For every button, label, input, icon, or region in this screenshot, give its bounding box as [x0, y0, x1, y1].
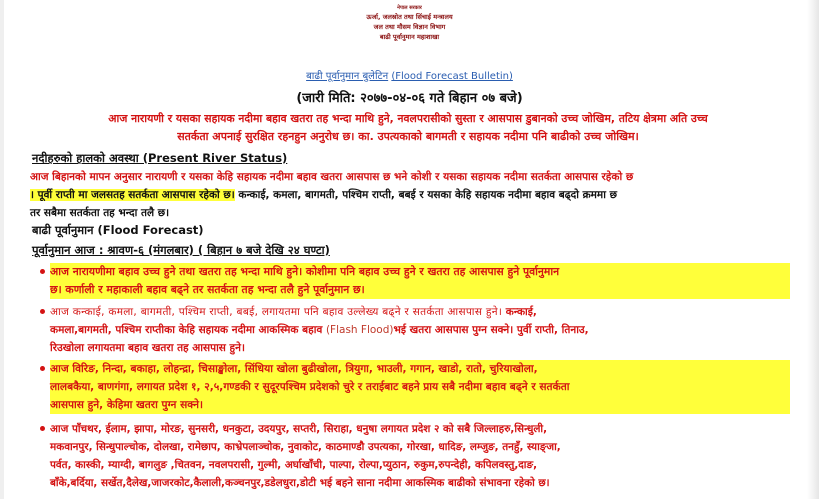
bullet-2-line-2a: कमला,बागमती, पश्चिम राप्तीका केहि सहायक नदीमा आकस्मिक बहाव [50, 324, 326, 336]
river-status-line-1: आज बिहानको मापन अनुसार नारायणी र यसका केहि सहायक नदीमा बहाव खतरा आसपास छ भने कोशी र यसका सहायक नदीमा सतर्कता आसपास रहेको छ [30, 171, 634, 183]
bullet-4-line-1: आज पाँचथर, ईलाम, झापा, मोरङ, सुनसरी, धनकुटा, उदयपुर, सप्तरी, सिराहा, धनुषा लगायत प्रदेश २ को सबै जिल्लाहरु,सिन्धुली, [50, 423, 548, 435]
bullet-4-line-2: मकवानपुर, सिन्धुपाल्चोक, दोलखा, रामेछाप, काभ्रेपलाञ्चोक, नुवाकोट, काठमाण्डौ उपत्यका, गोरखा, धादिङ, लम्जुङ, तनहुँ, स्याङ्जा, [50, 441, 561, 453]
flash-flood-term: (Flash Flood) [325, 324, 394, 336]
bullet-2-line-1b: कन्काई, [502, 306, 537, 318]
forecast-heading: बाढी पूर्वानुमान (Flood Forecast) [32, 223, 204, 237]
letterhead-division: बाढी पूर्वानुमान महाशाखा [379, 33, 440, 41]
forecast-today-heading: पूर्वानुमान आज : श्रावण-६ (मंगलबार) ( बिहान ७ बजे देखि २४ घण्टा) [32, 243, 330, 257]
warning-paragraph [26, 110, 790, 146]
bullet-dot [40, 309, 45, 314]
bullet-2-line-1a: आज कन्काई, कमला, बागमती, पश्चिम राप्ती, बबई, लगायतमा पनि बहाव उल्लेख्य बढ्ने र सतर्कता आसपास हुने। [50, 306, 503, 318]
bullet-2-line-3: रिउखोला लगायतमा बहाव खतरा तह आसपास हुने। [50, 342, 245, 354]
bullet-4-line-3: पर्वत, कास्की, म्याग्दी, बागलुङ ,चितवन, नवलपरासी, गुल्मी, अर्घाखाँची, पाल्पा, रोल्पा,प्युठान, रुकुम,रुपन्देही, कपिलवस्तु,दाङ, [50, 459, 538, 471]
issue-date: (जारी मिति: २०७७-०४-०६ गते बिहान ०७ बजे) [296, 91, 523, 106]
bullet-4-line-4: बाँके,बर्दिया, सर्खेत,दैलेख,जाजरकोट,कैलाली,कञ्चनपुर,डडेलधुरा,डोटी भई बहने साना नदीमा आकस्मिक बाढीको संभावना रहेको छ। [50, 477, 550, 489]
bullet-dot [40, 426, 45, 431]
river-status-line-2 [30, 186, 790, 204]
letterhead-department: जल तथा मौसम विज्ञान विभाग [373, 23, 446, 31]
warning-line-1: आज नारायणी र यसका सहायक नदीमा बहाव खतरा तह भन्दा माथि हुने, नवलपरासीको सुस्ता र आसपास डुबानको उच्च जोखिम, तटिय क्षेत्रमा अति उच्च [108, 112, 708, 125]
letterhead-government: नेपाल सरकार [397, 5, 422, 11]
river-status-heading: नदीहरुको हालको अवस्था (Present River Status) [32, 151, 288, 165]
river-status-line-2-rest: कन्काई, कमला, बागमती, पश्चिम राप्ती, बबई र यसका केहि सहायक नदीमा बहाव बढ्दो क्रममा छ [234, 189, 617, 201]
bullet-dot [40, 269, 45, 274]
bullet-dot [40, 366, 45, 371]
river-status-paragraph [30, 168, 790, 222]
letterhead [0, 4, 819, 42]
bulletin-title [0, 70, 819, 84]
forecast-bullet-1 [50, 263, 790, 299]
river-status-line-3: तर सबैमा सतर्कता तह भन्दा तलै छ। [30, 207, 170, 219]
letterhead-ministry: ऊर्जा, जलस्रोत तथा सिंचाई मन्त्रालय [366, 13, 453, 21]
bullet-3-line-3: आसपास हुने, केहिमा खतरा पुग्न सक्ने। [50, 399, 203, 411]
river-status-highlight: । पूर्वी राप्ती मा जलसतह सतर्कता आसपास रहेको छ। [30, 189, 235, 201]
bulletin-title-nepali: बाढी पूर्वानुमान बुलेटिन [306, 71, 389, 82]
bullet-1-line-2: छ। कर्णाली र महाकाली बहाव बढ्ने तर सतर्कता तह भन्दा तलै हुने पूर्वानुमान छ। [50, 283, 365, 296]
bullet-2-line-2 [50, 321, 790, 339]
warning-line-2: सतर्कता अपनाई सुरक्षित रहनहुन अनुरोध छ। का. उपत्यकाको बागमती र सहायक नदीमा पनि बाढीको उच्च जोखिम। [177, 130, 639, 143]
forecast-bullet-3 [50, 360, 790, 414]
bullet-3-line-2: लालबकैया, बाणगंगा, लगायत प्रदेश १, २,५,गण्डकी र सुदूरपश्चिम प्रदेशको चुरे र तराईबाट बहने प्राय सबै नदीमा बहाव बढ्ने र सतर्कता [50, 381, 570, 393]
bullet-1-line-1: आज नारायणीमा बहाव उच्च हुने तथा खतरा तह भन्दा माथि हुने। कोशीमा पनि बहाव उच्च हुने र खतरा तह आसपास हुने पूर्वानुमान [50, 265, 560, 278]
bullet-2-line-2b: भई खतरा आसपास पुग्न सक्ने। पुर्वी राप्ती, तिनाउ, [393, 324, 589, 336]
bullet-2-line-1 [50, 303, 790, 321]
forecast-bullet-4 [50, 420, 790, 492]
bulletin-title-english: (Flood Forecast Bulletin) [391, 71, 513, 82]
forecast-bullet-2 [50, 303, 790, 357]
bullet-3-line-1: आज विरिङ, निन्दा, बकाहा, लोहन्द्रा, चिसाङ्खोला, सिंधिया खोला बुढीखोला, त्रियुगा, भाउली, गगान, खाडो, रातो, चुरियाखोला, [50, 363, 538, 375]
